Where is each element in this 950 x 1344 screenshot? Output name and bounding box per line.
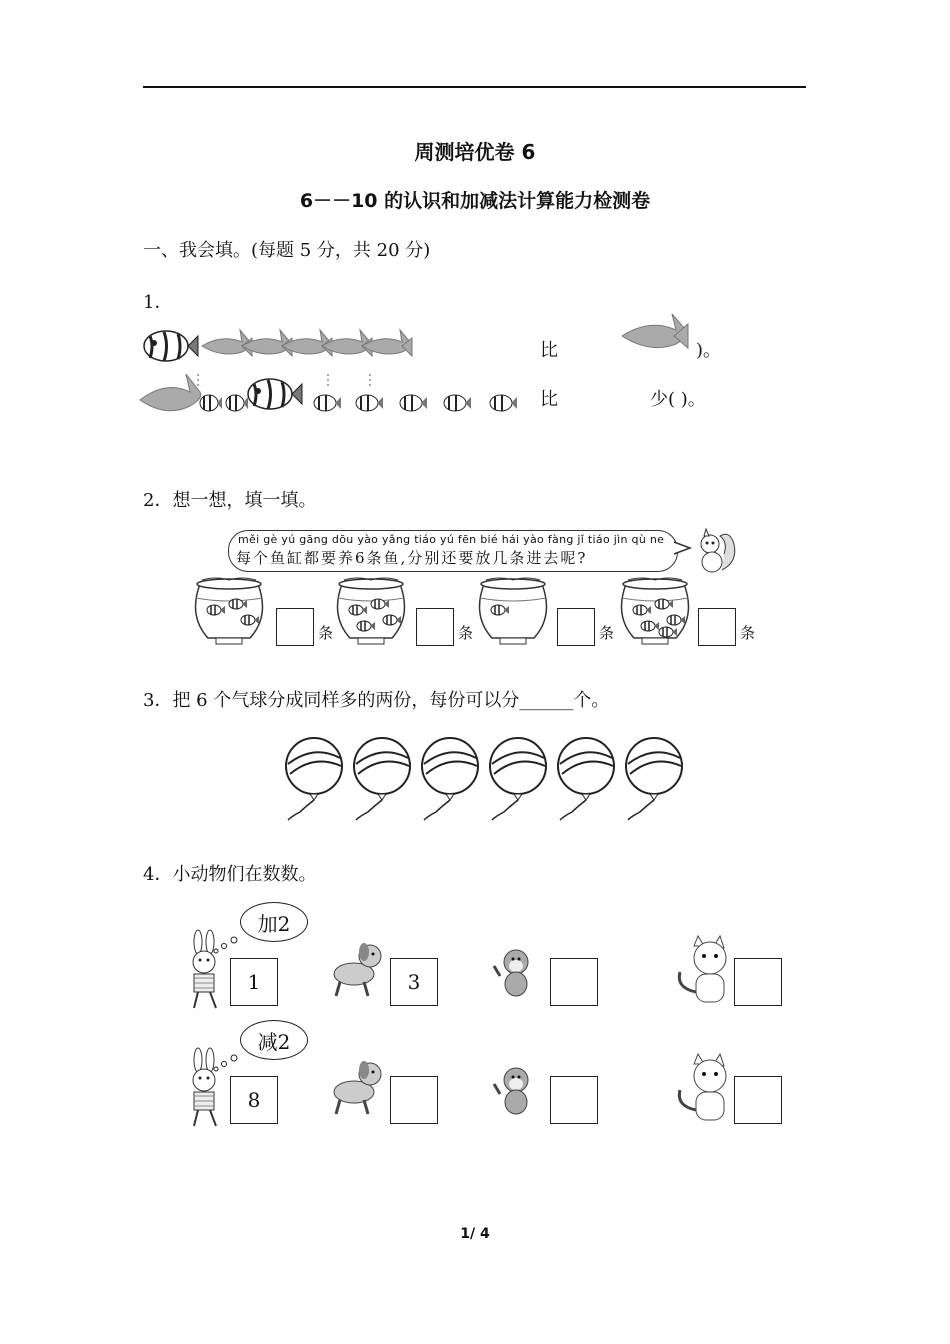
unit-label: 条 [318, 624, 334, 642]
fish-bowl [480, 578, 547, 644]
shark-icon [140, 374, 201, 411]
speech-tail [672, 540, 692, 556]
number-box-r1-1[interactable]: 1 [230, 958, 278, 1006]
page-subtitle: 6－－10 的认识和加减法计算能力检测卷 [299, 190, 651, 212]
q3-text: 3．把 6 个气球分成同样多的两份，每份可以分______个。 [143, 690, 610, 711]
unit-label: 条 [458, 624, 474, 642]
unit-label: 条 [740, 624, 756, 642]
rabbit-icon [180, 1048, 230, 1130]
number-box-r1-3[interactable] [550, 958, 598, 1006]
monkey-icon [492, 946, 548, 1002]
clownfish-icon [400, 395, 427, 411]
q1-row2-end: 少( )。 [650, 389, 706, 410]
top-rule [143, 86, 806, 88]
number-box-r2-2[interactable] [390, 1076, 438, 1124]
balloons [280, 734, 760, 824]
balloon-icon [626, 738, 682, 820]
number-box-r2-4[interactable] [734, 1076, 782, 1124]
cat-icon [670, 1054, 732, 1124]
page-number: 1/ 4 [460, 1226, 490, 1242]
clownfish-icon [314, 395, 341, 411]
page-title: 周测培优卷 6 [414, 140, 536, 164]
shark-icon [202, 330, 252, 356]
q1-row2-animals [138, 370, 528, 426]
dog-icon [324, 1054, 388, 1118]
answer-box-bowl-2[interactable] [416, 608, 454, 646]
number-box-r1-2[interactable]: 3 [390, 958, 438, 1006]
balloon-icon [422, 738, 478, 820]
fish-bowl [338, 578, 405, 644]
squirrel-icon [694, 526, 740, 574]
balloon-icon [490, 738, 546, 820]
rabbit-icon [180, 930, 230, 1012]
fish-bowl [196, 578, 263, 644]
speech-pinyin: měi gè yú gāng dōu yào yǎng tiáo yú fēn bié hái yào fàng jǐ tiáo jìn qù ne [238, 533, 665, 546]
answer-box-bowl-4[interactable] [698, 608, 736, 646]
clownfish-icon [248, 379, 302, 409]
balloon-icon [354, 738, 410, 820]
answer-box-bowl-3[interactable] [557, 608, 595, 646]
q1-row1-bi: 比 [540, 340, 558, 361]
monkey-icon [492, 1064, 548, 1120]
q2-text: 2．想一想，填一填。 [143, 490, 317, 511]
number-box-r1-4[interactable] [734, 958, 782, 1006]
thought-bubble-subtract: 减2 [240, 1020, 308, 1060]
speech-prompt: 每个鱼缸都要养6条鱼,分别还要放几条进去呢? [236, 549, 588, 567]
clownfish-icon [356, 395, 383, 411]
number-box-r2-3[interactable] [550, 1076, 598, 1124]
fish-bowl [622, 578, 689, 644]
clownfish-icon [490, 395, 517, 411]
q1-row1-end: )。 [696, 340, 722, 361]
clownfish-icon [144, 331, 198, 361]
clownfish-icon [200, 395, 222, 411]
section-heading: 一、我会填。(每题 5 分，共 20 分) [143, 240, 431, 261]
q4-text: 4．小动物们在数数。 [143, 864, 317, 885]
cat-icon [670, 936, 732, 1006]
shark-icon [620, 312, 690, 362]
clownfish-icon [444, 395, 471, 411]
thought-bubble-add: 加2 [240, 902, 308, 942]
dog-icon [324, 936, 388, 1000]
unit-label: 条 [599, 624, 615, 642]
balloon-icon [286, 738, 342, 820]
q1-row1-animals [140, 322, 400, 372]
clownfish-icon [226, 395, 248, 411]
balloon-icon [558, 738, 614, 820]
q1-number: 1． [143, 292, 173, 313]
q1-row2-bi: 比 [540, 389, 558, 410]
answer-box-bowl-1[interactable] [276, 608, 314, 646]
number-box-r2-1[interactable]: 8 [230, 1076, 278, 1124]
